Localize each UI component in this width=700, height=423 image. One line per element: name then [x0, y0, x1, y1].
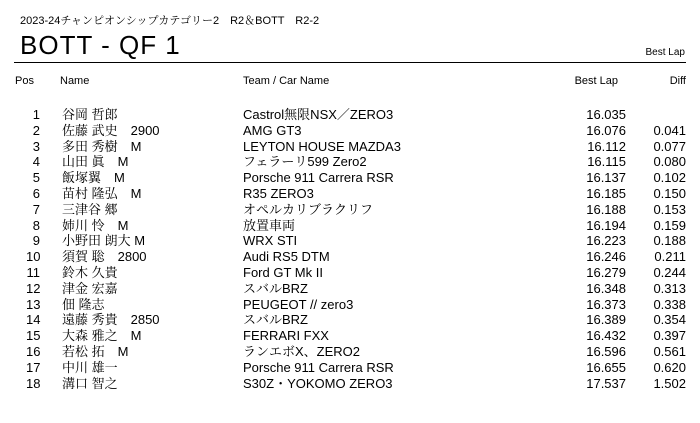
car-name: ランエボX、ZERO2	[243, 343, 361, 359]
best-lap: 16.348	[586, 280, 626, 296]
driver-name: 若松 拓 M	[62, 343, 129, 359]
car-name: R35 ZERO3	[243, 185, 314, 201]
best-lap: 16.188	[586, 201, 626, 217]
pos-cell: 13	[26, 296, 41, 312]
pos-cell: 11	[26, 264, 40, 280]
results-table	[0, 107, 700, 391]
column-header-best-lap: Best Lap	[574, 75, 618, 87]
lap-diff: 0.102	[653, 170, 686, 186]
driver-name: 姉川 怜 M	[62, 217, 129, 233]
pos-cell: 16	[26, 343, 41, 359]
driver-name: 苗村 隆弘 M	[62, 185, 142, 201]
driver-name: 溝口 智之	[62, 375, 118, 391]
car-name: S30Z・YOKOMO ZERO3	[243, 375, 393, 391]
driver-name: 山田 眞 M	[62, 154, 129, 170]
lap-diff: 0.354	[653, 312, 686, 328]
table-row	[0, 297, 700, 313]
driver-name: 遠藤 秀貴 2850	[62, 312, 160, 328]
car-name: WRX STI	[243, 233, 298, 249]
car-name: PEUGEOT // zero3	[243, 296, 354, 312]
pos-cell: 3	[32, 138, 40, 154]
pos-cell: 7	[32, 201, 40, 217]
lap-diff: 0.244	[653, 264, 686, 280]
lap-diff: 0.150	[653, 185, 686, 201]
car-name: Castrol無限NSX／ZERO3	[243, 107, 394, 122]
best-lap: 16.389	[586, 312, 626, 328]
lap-diff: 0.080	[653, 154, 686, 170]
pos-cell: 9	[32, 233, 40, 249]
car-name: スバルBRZ	[243, 280, 309, 296]
pos-cell: 12	[26, 280, 41, 296]
pos-cell: 4	[32, 154, 40, 170]
car-name: FERRARI FXX	[243, 328, 329, 344]
car-name: LEYTON HOUSE MAZDA3	[243, 138, 401, 154]
pos-cell: 6	[32, 185, 40, 201]
lap-diff: 0.338	[653, 296, 686, 312]
pos-cell: 15	[26, 328, 41, 344]
best-lap: 16.596	[586, 343, 626, 359]
lap-diff: 0.561	[653, 343, 686, 359]
driver-name: 佐藤 武史 2900	[62, 122, 160, 138]
table-row	[0, 202, 700, 218]
table-row	[0, 233, 700, 249]
car-name: スバルBRZ	[243, 312, 309, 328]
table-row	[0, 249, 700, 265]
car-name: フェラーリ599 Zero2	[243, 154, 367, 170]
best-lap: 16.115	[587, 154, 626, 170]
best-lap: 16.185	[586, 185, 626, 201]
table-row	[0, 123, 700, 139]
best-lap: 16.373	[586, 296, 626, 312]
best-lap: 16.137	[586, 170, 626, 186]
table-row	[0, 281, 700, 297]
driver-name: 三津谷 郷	[62, 201, 118, 217]
table-row	[0, 107, 700, 123]
best-lap: 17.537	[586, 375, 626, 391]
lap-diff: 0.313	[653, 280, 686, 296]
pos-cell: 14	[26, 312, 41, 328]
table-row	[0, 344, 700, 360]
lap-diff: 0.041	[653, 122, 686, 138]
table-row	[0, 328, 700, 344]
car-name: Porsche 911 Carrera RSR	[243, 359, 394, 375]
car-name: Porsche 911 Carrera RSR	[243, 170, 394, 186]
pos-cell: 18	[26, 375, 41, 391]
pos-cell: 1	[32, 107, 40, 122]
best-lap: 16.076	[586, 122, 626, 138]
lap-diff: 1.502	[653, 375, 686, 391]
table-row	[0, 154, 700, 170]
table-header	[0, 75, 700, 89]
car-name: オペルカリブラクリフ	[243, 201, 374, 217]
pos-cell: 5	[32, 170, 40, 186]
column-header-name: Name	[60, 75, 90, 87]
page-title: BOTT - QF 1	[20, 30, 181, 60]
series-subtitle: 2023-24チャンピオンシップカテゴリー2 R2＆BOTT R2-2	[20, 15, 320, 27]
table-row	[0, 170, 700, 186]
best-lap: 16.279	[586, 264, 626, 280]
driver-name: 大森 雅之 M	[62, 328, 142, 344]
driver-name: 小野田 朗大 M	[62, 233, 146, 249]
table-row	[0, 218, 700, 234]
lap-diff: 0.077	[653, 138, 686, 154]
lap-diff: 0.153	[653, 201, 686, 217]
pos-cell: 2	[32, 122, 40, 138]
table-row	[0, 360, 700, 376]
column-header-pos: Pos	[15, 75, 34, 87]
lap-diff: 0.211	[654, 249, 686, 265]
table-row	[0, 376, 700, 392]
driver-name: 鈴木 久貴	[62, 264, 118, 280]
table-row	[0, 265, 700, 281]
pos-cell: 10	[26, 249, 41, 265]
best-lap: 16.655	[586, 359, 626, 375]
pos-cell: 17	[26, 359, 41, 375]
car-name: 放置車両	[243, 217, 296, 233]
table-row	[0, 139, 700, 155]
sort-label: Best Lap	[645, 47, 685, 58]
lap-diff: 0.620	[653, 359, 686, 375]
best-lap: 16.246	[586, 249, 626, 265]
car-name: AMG GT3	[243, 122, 302, 138]
column-header-car: Team / Car Name	[243, 75, 330, 87]
best-lap: 16.194	[586, 217, 626, 233]
lap-diff: 0.188	[653, 233, 686, 249]
driver-name: 佃 隆志	[62, 296, 105, 312]
column-header-diff: Diff	[669, 75, 686, 87]
lap-diff: 0.397	[653, 328, 686, 344]
best-lap: 16.112	[587, 138, 626, 154]
driver-name: 中川 雄一	[62, 359, 118, 375]
car-name: Audi RS5 DTM	[243, 249, 330, 265]
table-row	[0, 312, 700, 328]
driver-name: 須賀 聡 2800	[62, 249, 147, 265]
driver-name: 多田 秀樹 M	[62, 138, 142, 154]
pos-cell: 8	[32, 217, 40, 233]
best-lap: 16.035	[586, 107, 626, 122]
header-divider	[14, 62, 686, 63]
driver-name: 津金 宏嘉	[62, 280, 118, 296]
car-name: Ford GT Mk II	[243, 264, 323, 280]
table-row	[0, 186, 700, 202]
driver-name: 谷岡 哲郎	[62, 107, 118, 122]
best-lap: 16.223	[586, 233, 626, 249]
best-lap: 16.432	[586, 328, 626, 344]
lap-diff: 0.159	[653, 217, 686, 233]
driver-name: 飯塚翼 M	[62, 170, 125, 186]
